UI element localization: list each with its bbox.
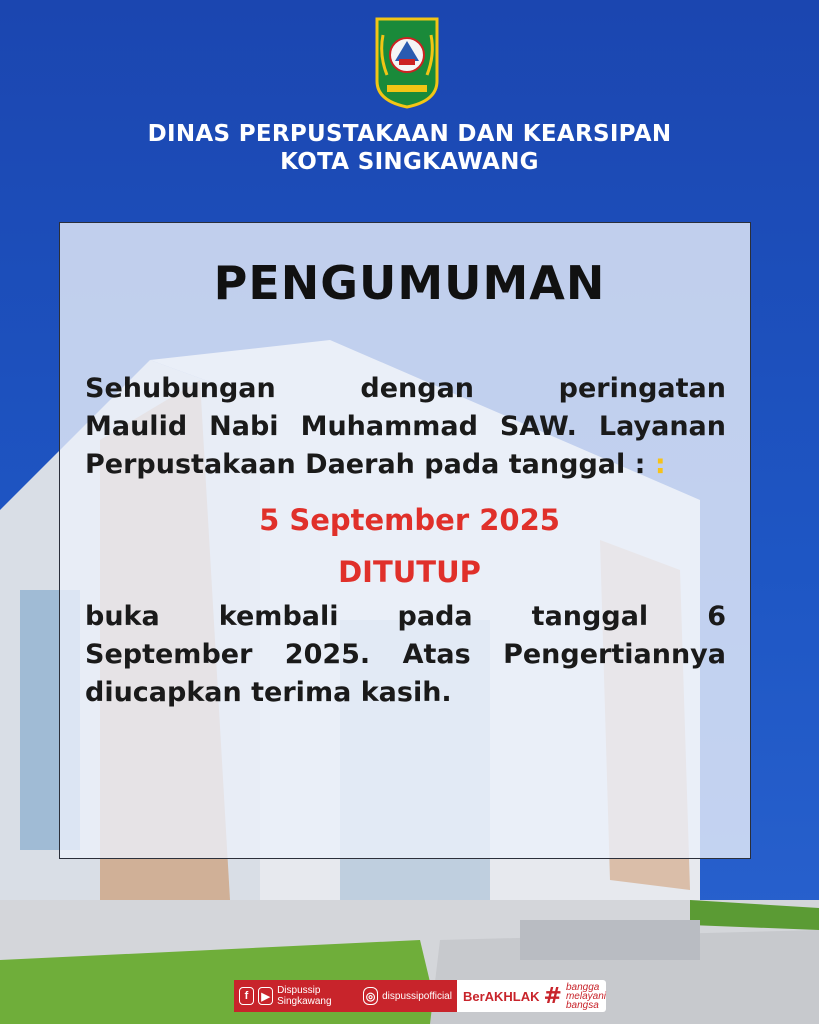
tagline-line: bangsa (565, 999, 599, 1011)
announcement-outro (85, 598, 726, 712)
intro-line-text: Perpustakaan Daerah pada tanggal : (85, 449, 646, 480)
closure-date: 5 September 2025 (259, 503, 560, 537)
city-name: KOTA SINGKAWANG (280, 149, 539, 175)
intro-line: Sehubungan dengan peringatan (85, 373, 726, 404)
social-footer (234, 980, 606, 1012)
singkawang-emblem-logo (373, 15, 441, 109)
tagline (562, 983, 606, 1010)
account-name: Dispussip Singkawang (277, 985, 332, 1007)
announcement-intro (85, 370, 726, 484)
instagram-handle: dispussipofficial (382, 990, 452, 1002)
agency-header (0, 120, 819, 176)
tagline-line: melayani (565, 990, 606, 1002)
outro-line: diucapkan terima kasih. (85, 677, 452, 708)
announcement-card (59, 222, 751, 859)
hashtag-icon: # (543, 983, 562, 1009)
facebook-icon[interactable]: f (239, 987, 254, 1005)
instagram-icon[interactable]: ◎ (363, 987, 378, 1005)
intro-line: Maulid Nabi Muhammad SAW. Layanan (85, 411, 726, 442)
intro-line (85, 446, 726, 484)
youtube-icon[interactable]: ▶ (258, 987, 273, 1005)
berakhlak-logo: BerAKHLAK (462, 988, 540, 1004)
tagline-line: bangga (565, 981, 600, 993)
outro-line: September 2025. Atas Pengertiannya (85, 639, 726, 670)
social-accounts (234, 980, 457, 1012)
closure-status: DITUTUP (338, 555, 481, 589)
intro-trailing-colon: : (654, 449, 666, 480)
agency-name: DINAS PERPUSTAKAAN DAN KEARSIPAN (147, 121, 672, 147)
announcement-title: PENGUMUMAN (213, 256, 606, 310)
outro-line: buka kembali pada tanggal 6 (85, 601, 726, 632)
